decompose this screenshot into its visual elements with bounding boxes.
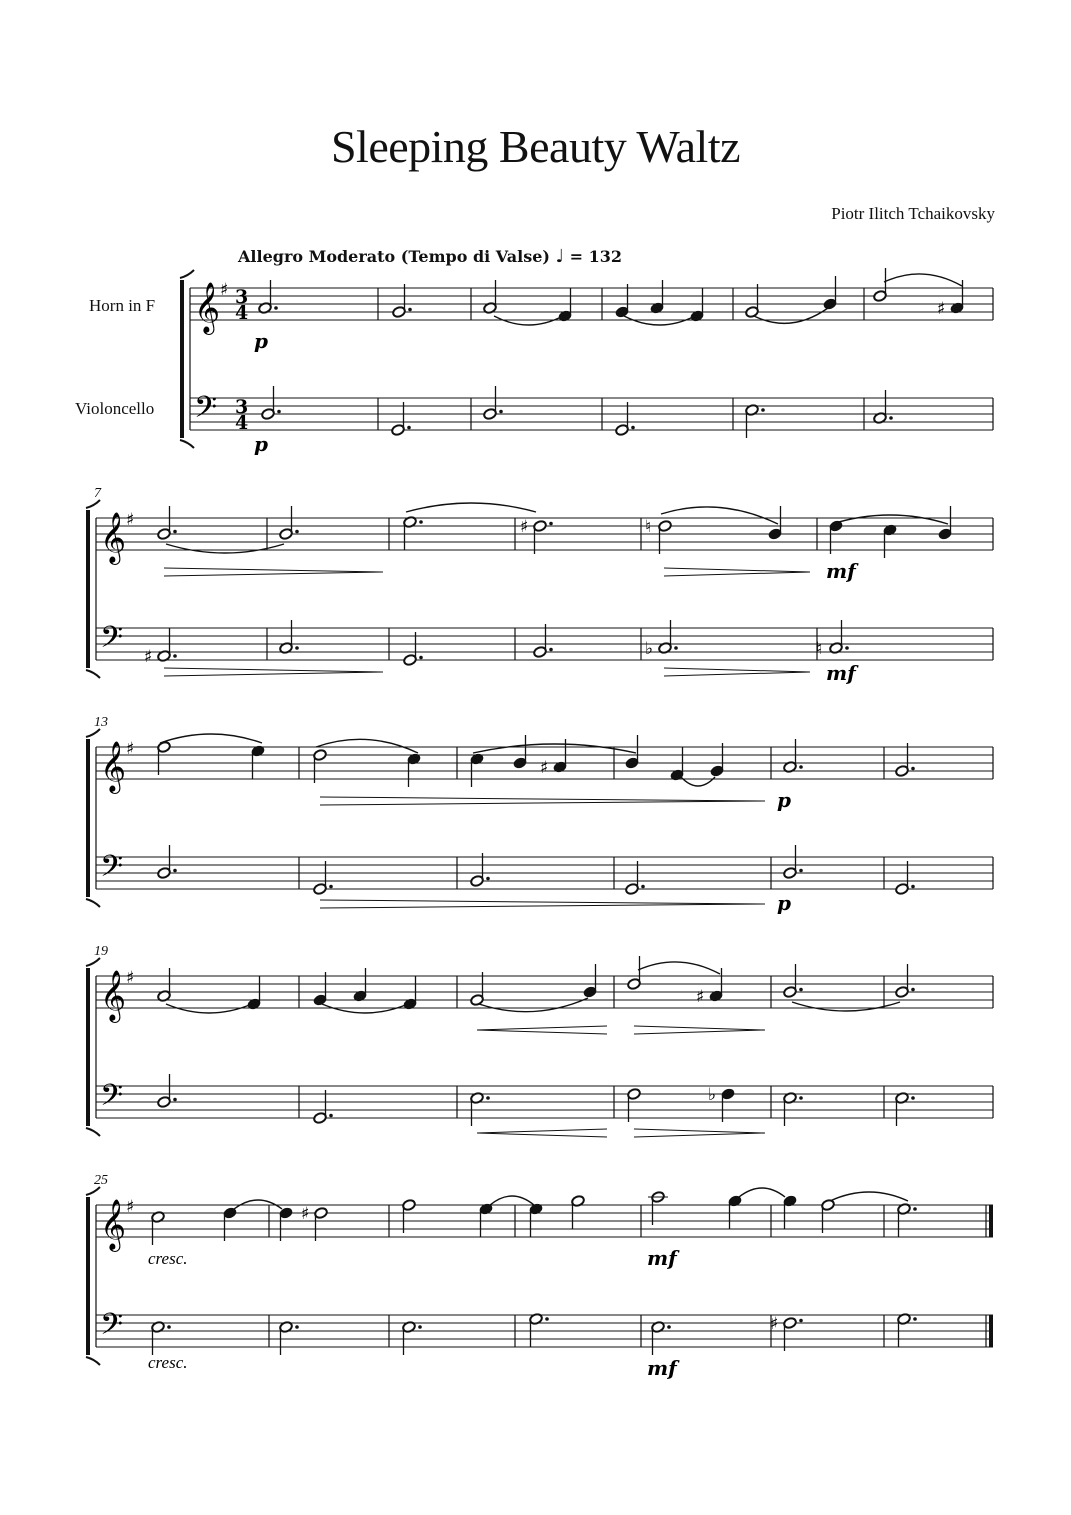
- bass-clef-icon: 𝄢: [194, 391, 218, 432]
- dot: [486, 1096, 490, 1100]
- note: [650, 280, 664, 314]
- decrescendo-hairpin: [164, 672, 383, 676]
- note: [157, 1074, 177, 1108]
- note: [470, 1092, 490, 1126]
- decrescendo-hairpin: [164, 572, 383, 576]
- note: [157, 741, 171, 775]
- note: [709, 968, 723, 1002]
- bass-clef-icon: 𝄢: [100, 1308, 124, 1349]
- note: [403, 516, 423, 550]
- decrescendo-hairpin: [664, 572, 810, 576]
- note: [897, 1313, 917, 1347]
- note: [314, 1207, 328, 1241]
- treble-clef-icon: 𝄞: [100, 741, 127, 792]
- note: [895, 861, 915, 895]
- dot: [545, 1317, 549, 1321]
- decrescendo-hairpin: [320, 797, 765, 801]
- dot: [419, 520, 423, 524]
- accidental: ♯: [770, 1314, 779, 1334]
- bass-clef-icon: 𝄢: [100, 850, 124, 891]
- treble-clef-icon: 𝄞: [100, 512, 127, 563]
- dot: [173, 530, 177, 534]
- system-bracket: [86, 899, 100, 907]
- dot: [799, 988, 803, 992]
- note: [157, 628, 177, 662]
- note: [783, 845, 803, 879]
- slur: [661, 507, 778, 524]
- note: [151, 1321, 171, 1355]
- note: [783, 964, 803, 998]
- system-bracket: [86, 670, 100, 678]
- note: [533, 520, 553, 554]
- note: [313, 972, 327, 1006]
- note: [895, 743, 915, 777]
- accidental: ♯: [696, 987, 705, 1007]
- dynamic-mf: mf: [647, 1246, 677, 1270]
- dot: [295, 646, 299, 650]
- slur: [490, 1196, 534, 1205]
- note: [470, 753, 484, 787]
- note: [821, 1199, 835, 1233]
- note: [829, 620, 849, 654]
- note: [783, 739, 803, 773]
- dynamic-mf: mf: [826, 559, 856, 583]
- note: [223, 1207, 237, 1241]
- decrescendo-hairpin: [634, 1129, 765, 1133]
- slur: [832, 515, 948, 524]
- crescendo-hairpin: [477, 1030, 607, 1034]
- slur: [638, 962, 720, 974]
- accidental: ♯: [520, 517, 529, 537]
- note: [895, 964, 915, 998]
- dot: [329, 1114, 333, 1118]
- note: [615, 402, 635, 436]
- note: [745, 404, 765, 438]
- quarter-note-icon: ♩: [555, 246, 565, 267]
- note: [897, 1203, 917, 1237]
- dot: [911, 885, 915, 889]
- instrument-label-horn: Horn in F: [89, 296, 156, 315]
- dot: [913, 1317, 917, 1321]
- crescendo-hairpin: [477, 1133, 607, 1137]
- dynamic-mf: mf: [826, 661, 856, 685]
- accidental: ♭: [708, 1085, 717, 1105]
- note: [157, 506, 177, 540]
- note: [529, 1313, 549, 1347]
- note: [483, 280, 497, 314]
- slur: [406, 503, 536, 512]
- slur: [884, 274, 962, 286]
- time-signature: 4: [235, 412, 249, 434]
- dot: [799, 1096, 803, 1100]
- dynamic-p: p: [777, 788, 791, 812]
- note: [648, 1191, 668, 1225]
- note: [728, 1195, 742, 1229]
- decrescendo-hairpin: [634, 1133, 765, 1137]
- note: [470, 853, 490, 887]
- note: [873, 268, 887, 302]
- slur: [166, 544, 284, 553]
- note: [402, 1321, 422, 1355]
- note: [402, 1199, 416, 1233]
- bass-clef-icon: 𝄢: [100, 1079, 124, 1120]
- note: [391, 402, 411, 436]
- note: [403, 632, 423, 666]
- note: [392, 284, 412, 318]
- dot: [295, 1325, 299, 1329]
- note: [157, 968, 171, 1002]
- dot: [913, 1207, 917, 1211]
- key-signature-sharp: ♯: [126, 510, 135, 530]
- note: [950, 280, 964, 314]
- tempo-text: Allegro Moderato (Tempo di Valse): [238, 247, 550, 266]
- tempo-value: = 132: [569, 247, 622, 266]
- cresc-marking: cresc.: [148, 1353, 188, 1372]
- key-signature-sharp: ♯: [220, 280, 229, 300]
- key-signature-sharp: ♯: [126, 739, 135, 759]
- note: [529, 1203, 543, 1237]
- note: [353, 968, 367, 1002]
- dot: [889, 416, 893, 420]
- dot: [173, 869, 177, 873]
- note: [470, 972, 484, 1006]
- note: [658, 520, 672, 554]
- decrescendo-hairpin: [664, 668, 810, 672]
- note: [710, 743, 724, 777]
- slur: [316, 739, 418, 753]
- accidental: ♯: [144, 647, 153, 667]
- note: [261, 386, 281, 420]
- note: [895, 1092, 915, 1126]
- note: [313, 861, 333, 895]
- dot: [295, 530, 299, 534]
- note: [279, 1321, 299, 1355]
- decrescendo-hairpin: [320, 904, 765, 908]
- decrescendo-hairpin: [164, 568, 383, 572]
- accidental: ♯: [301, 1204, 310, 1224]
- accidental: ♯: [937, 299, 946, 319]
- time-signature: 3: [235, 396, 249, 418]
- note: [783, 1092, 803, 1126]
- note: [721, 1088, 735, 1122]
- note: [279, 1207, 293, 1241]
- decrescendo-hairpin: [634, 1030, 765, 1034]
- note: [883, 524, 897, 558]
- note: [157, 845, 177, 879]
- note: [783, 1195, 797, 1229]
- dot: [549, 648, 553, 652]
- note: [783, 1317, 803, 1351]
- bass-clef-icon: 𝄢: [100, 621, 124, 662]
- decrescendo-hairpin: [664, 672, 810, 676]
- dot: [407, 426, 411, 430]
- measure-number: 7: [94, 486, 101, 501]
- note: [658, 620, 678, 654]
- dynamic-p: p: [254, 432, 268, 456]
- key-signature-sharp: ♯: [126, 968, 135, 988]
- system-bracket: [86, 958, 100, 966]
- note: [258, 280, 278, 314]
- dynamic-p: p: [254, 329, 268, 353]
- dot: [911, 988, 915, 992]
- system-bracket: [86, 1187, 100, 1195]
- dot: [761, 408, 765, 412]
- measure-number: 13: [94, 715, 108, 730]
- measure-number: 19: [94, 944, 108, 959]
- measure-number: 25: [94, 1173, 108, 1188]
- key-signature-sharp: ♯: [126, 1197, 135, 1217]
- dot: [799, 869, 803, 873]
- note: [479, 1203, 493, 1237]
- slur: [830, 1192, 908, 1201]
- slur: [754, 308, 828, 323]
- dot: [667, 1325, 671, 1329]
- decrescendo-hairpin: [320, 801, 765, 805]
- system-bracket: [86, 1128, 100, 1136]
- treble-clef-icon: 𝄞: [100, 970, 127, 1021]
- time-signature: 3: [235, 286, 249, 308]
- dot: [277, 410, 281, 414]
- composer-name: Piotr Ilitch Tchaikovsky: [831, 204, 995, 223]
- treble-clef-icon: 𝄞: [194, 282, 221, 333]
- instrument-label-cello: Violoncello: [75, 399, 155, 418]
- dot: [911, 1096, 915, 1100]
- dot: [631, 426, 635, 430]
- note: [625, 861, 645, 895]
- dot: [641, 885, 645, 889]
- note: [483, 386, 503, 420]
- note: [151, 1211, 165, 1245]
- crescendo-hairpin: [477, 1129, 607, 1133]
- dynamic-mf: mf: [647, 1356, 677, 1380]
- note: [313, 1090, 333, 1124]
- note: [279, 620, 299, 654]
- note: [745, 284, 759, 318]
- accidental: ♯: [540, 758, 549, 778]
- note: [627, 1088, 641, 1122]
- dot: [329, 885, 333, 889]
- note: [829, 520, 843, 554]
- dot: [499, 410, 503, 414]
- dot: [167, 1325, 171, 1329]
- dot: [845, 646, 849, 650]
- dot: [408, 308, 412, 312]
- dot: [911, 767, 915, 771]
- dot: [799, 1319, 803, 1323]
- slur: [160, 734, 262, 743]
- dot: [274, 306, 278, 310]
- accidental: ♮: [645, 517, 652, 537]
- note: [279, 506, 299, 540]
- accidental: ♭: [645, 639, 654, 659]
- dot: [549, 522, 553, 526]
- score-title: Sleeping Beauty Waltz: [330, 121, 741, 172]
- note: [873, 390, 893, 424]
- cresc-marking: cresc.: [148, 1249, 188, 1268]
- slur: [681, 777, 715, 786]
- decrescendo-hairpin: [664, 568, 810, 572]
- dot: [419, 656, 423, 660]
- dot: [674, 646, 678, 650]
- note: [627, 956, 641, 990]
- treble-clef-icon: 𝄞: [100, 1199, 127, 1250]
- note: [615, 284, 629, 318]
- accidental: ♮: [816, 639, 823, 659]
- dot: [173, 1098, 177, 1102]
- system-bracket: [86, 729, 100, 737]
- dot: [418, 1325, 422, 1329]
- slur: [473, 744, 636, 753]
- note: [823, 276, 837, 310]
- note: [513, 735, 527, 769]
- crescendo-hairpin: [477, 1026, 607, 1030]
- note: [407, 753, 421, 787]
- decrescendo-hairpin: [164, 668, 383, 672]
- system-bracket: [86, 500, 100, 508]
- note: [670, 747, 684, 781]
- system-bracket: [86, 1357, 100, 1365]
- note: [651, 1321, 671, 1355]
- note: [251, 745, 265, 779]
- decrescendo-hairpin: [320, 900, 765, 904]
- dot: [799, 765, 803, 769]
- dot: [486, 877, 490, 881]
- dot: [173, 654, 177, 658]
- system-bracket: [180, 440, 194, 448]
- dynamic-p: p: [777, 891, 791, 915]
- note: [571, 1195, 585, 1229]
- system-bracket: [180, 270, 194, 278]
- time-signature: 4: [235, 302, 249, 324]
- slur: [739, 1188, 785, 1197]
- note: [533, 624, 553, 658]
- decrescendo-hairpin: [634, 1026, 765, 1030]
- note: [313, 749, 327, 783]
- note: [583, 964, 597, 998]
